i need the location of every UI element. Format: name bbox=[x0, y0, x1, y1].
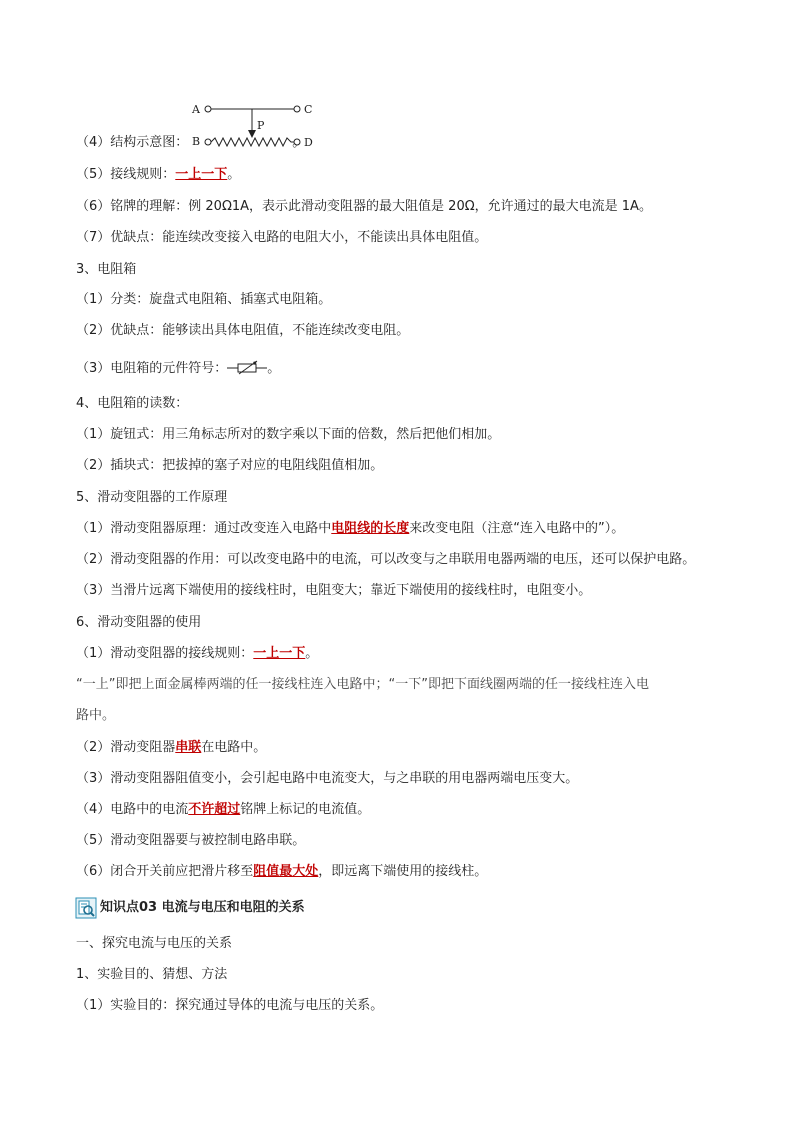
terminal-a-label: A bbox=[192, 103, 200, 116]
resistance-box-symbol bbox=[227, 359, 267, 375]
slider-p-label: P bbox=[257, 119, 265, 132]
terminal-c bbox=[294, 106, 300, 112]
item-resistance-effect: （3）滑动变阻器阻值变小，会引起电路中电流变大，与之串联的用电器两端电压变大。 bbox=[76, 771, 579, 786]
heading-usage: 6、滑动变阻器的使用 bbox=[76, 615, 202, 630]
heading-resistance-box: 3、电阻箱 bbox=[76, 262, 137, 277]
item-wiring-rule: （5）接线规则：一上一下。 bbox=[76, 167, 241, 182]
item-label: （4）结构示意图： bbox=[76, 135, 189, 150]
item-series-control: （5）滑动变阻器要与被控制电路串联。 bbox=[76, 833, 306, 848]
terminal-a bbox=[205, 106, 211, 112]
item-slider-direction: （3）当滑片远离下端使用的接线柱时，电阻变大；靠近下端使用的接线柱时，电阻变小。 bbox=[76, 583, 592, 598]
key-term: 不许超过 bbox=[188, 802, 241, 817]
key-term: 串联 bbox=[175, 740, 202, 755]
magnifier-document-icon bbox=[75, 897, 97, 919]
item-experiment-purpose: （1）实验目的：探究通过导体的电流与电压的关系。 bbox=[76, 998, 384, 1013]
item-classification: （1）分类：旋盘式电阻箱、插塞式电阻箱。 bbox=[76, 292, 332, 307]
wiring-note-line-2: 路中。 bbox=[76, 708, 116, 723]
heading-purpose-hypothesis: 1、实验目的、猜想、方法 bbox=[76, 967, 228, 982]
item-knob-type: （1）旋钮式：用三角标志所对的数字乘以下面的倍数，然后把他们相加。 bbox=[76, 427, 501, 442]
item-component-symbol: （3）电阻箱的元件符号： 。 bbox=[76, 361, 281, 376]
item-nameplate: （6）铭牌的理解：例 20Ω1A，表示此滑动变阻器的最大阻值是 20Ω，允许通过的最大电流是 1A。 bbox=[76, 199, 652, 214]
item-current-limit: （4）电路中的电流不许超过铭牌上标记的电流值。 bbox=[76, 802, 371, 817]
heading-box-reading: 4、电阻箱的读数： bbox=[76, 396, 189, 411]
terminal-b-label: B bbox=[192, 135, 201, 148]
item-usage-wiring: （1）滑动变阻器的接线规则：一上一下。 bbox=[76, 646, 319, 661]
wiring-note-line-1: “一上”即把上面金属棒两端的任一接线柱连入电路中；“一下”即把下面线圈两端的任一接线柱连入电 bbox=[76, 677, 649, 692]
terminal-c-label: C bbox=[304, 103, 313, 116]
item-structure-diagram: （4）结构示意图： 。 bbox=[76, 135, 306, 150]
key-term: 一上一下 bbox=[253, 646, 306, 661]
item-function: （2）滑动变阻器的作用：可以改变电路中的电流，可以改变与之串联用电器两端的电压，还可以保护电路。 bbox=[76, 552, 696, 567]
heading-working-principle: 5、滑动变阻器的工作原理 bbox=[76, 490, 228, 505]
item-plug-type: （2）插块式：把拔掉的塞子对应的电阻线阻值相加。 bbox=[76, 458, 384, 473]
section-title-current-voltage: 一、探究电流与电压的关系 bbox=[76, 936, 233, 951]
key-term: 阻值最大处 bbox=[253, 864, 319, 879]
item-series: （2）滑动变阻器串联在电路中。 bbox=[76, 740, 267, 755]
item-principle: （1）滑动变阻器原理：通过改变连入电路中电阻线的长度来改变电阻（注意“连入电路中的”）。 bbox=[76, 521, 625, 536]
terminal-d-label: D bbox=[304, 136, 313, 149]
knowledge-point-title: 知识点03 电流与电压和电阻的关系 bbox=[100, 900, 305, 915]
key-term: 电阻线的长度 bbox=[331, 521, 410, 536]
item-pros-cons: （7）优缺点：能连续改变接入电路的电阻大小，不能读出具体电阻值。 bbox=[76, 230, 488, 245]
item-box-pros-cons: （2）优缺点：能够读出具体电阻值，不能连续改变电阻。 bbox=[76, 323, 410, 338]
key-term: 一上一下 bbox=[175, 167, 228, 182]
item-before-closing: （6）闭合开关前应把滑片移至阻值最大处，即远离下端使用的接线柱。 bbox=[76, 864, 488, 879]
